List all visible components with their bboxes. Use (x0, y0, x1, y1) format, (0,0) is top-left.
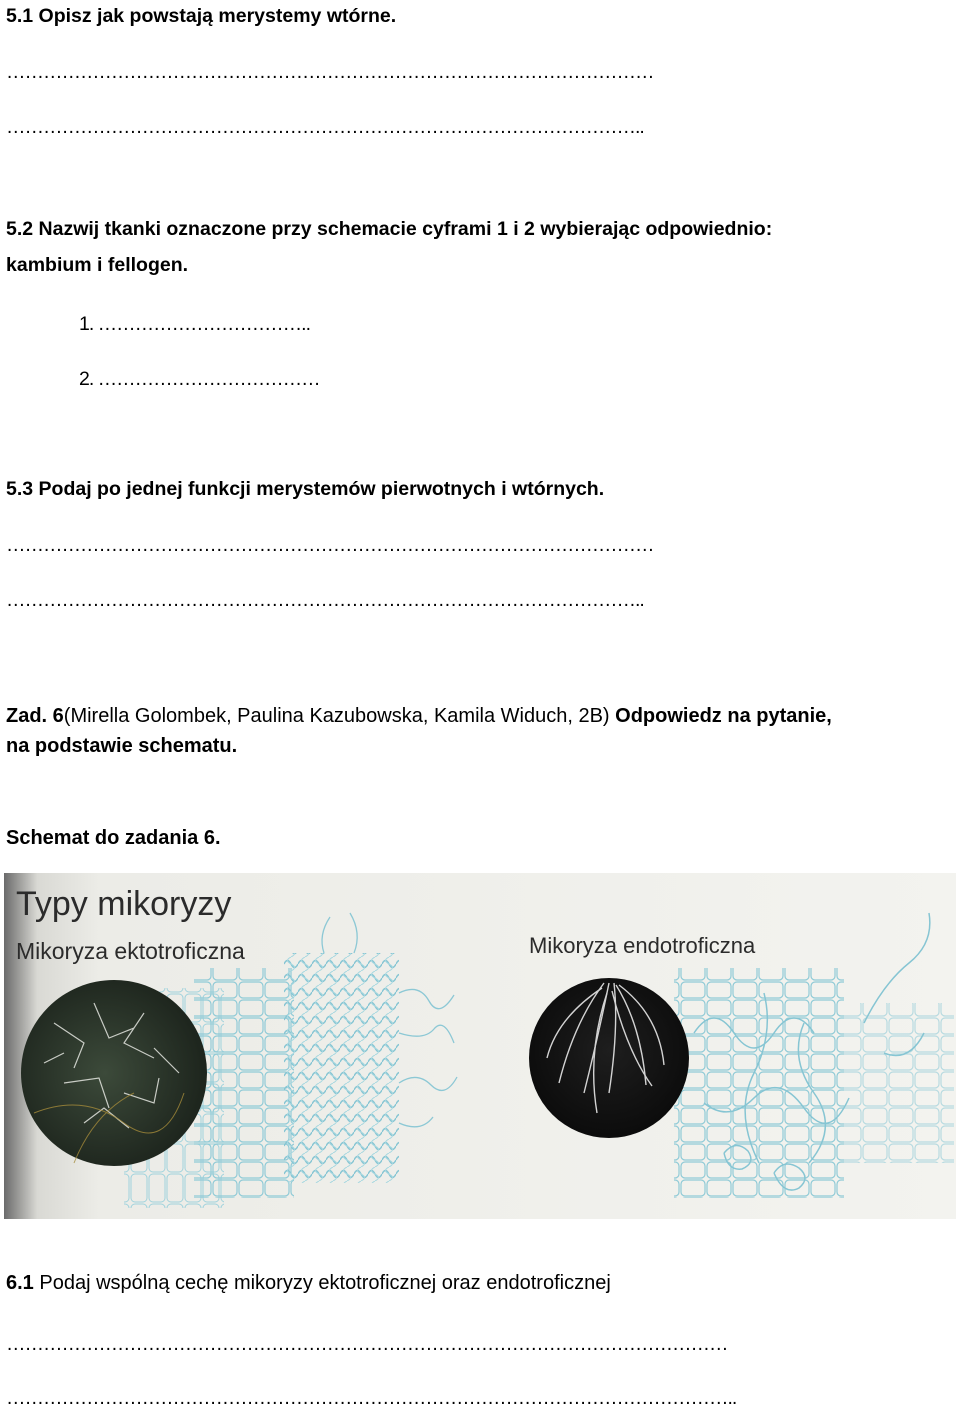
q61-text: Podaj wspólną cechę mikoryzy ektotroficznej oraz endotroficznej (33, 1272, 611, 1294)
q51-answer-line-2[interactable]: ………………………………………………………………………………………….. (6, 116, 644, 138)
zad6-authors: (Mirella Golombek, Paulina Kazubowska, Kamila Widuch, 2B) (63, 705, 610, 727)
zad6-instruction: Odpowiedz na pytanie, (609, 705, 832, 727)
ecto-cortex-cells (194, 968, 294, 1198)
zad6-label: Zad. 6 (6, 705, 64, 727)
q61-number: 6.1 (6, 1272, 34, 1294)
endo-outer-cells (844, 1003, 954, 1163)
q51-answer-line-1[interactable]: …………………………………………………………………………………………… (6, 61, 654, 83)
q52-title-line-2: kambium i fellogen. (6, 254, 189, 276)
endo-cortex-cells (674, 968, 844, 1198)
q52-title-line-1: 5.2 Nazwij tkanki oznaczone przy schemacie cyframi 1 i 2 wybierając odpowiednio: (6, 218, 773, 240)
endo-label: Mikoryza endotroficzna (529, 933, 756, 958)
q53-answer-line-1[interactable]: …………………………………………………………………………………………… (6, 534, 654, 556)
mycorrhiza-figure (4, 873, 956, 1219)
q51-title: 5.1 Opisz jak powstają merystemy wtórne. (6, 5, 397, 27)
q52-answer-2[interactable]: 2. ……………………………… (79, 368, 320, 390)
zad6-heading (6, 704, 832, 728)
figure-title: Typy mikoryzy (16, 885, 232, 923)
zad6-schemat-label: Schemat do zadania 6. (6, 827, 221, 849)
q61-answer-line-1[interactable]: ……………………………………………………………………………………………………… (6, 1333, 728, 1355)
zad6-instruction-line-2: na podstawie schematu. (6, 735, 238, 757)
q52-answer-1[interactable]: 1. …………………………….. (79, 313, 311, 335)
endo-photo-circle (529, 978, 689, 1138)
q53-answer-line-2[interactable]: ………………………………………………………………………………………….. (6, 589, 644, 611)
ecto-label: Mikoryza ektotroficzna (16, 938, 245, 964)
q61-answer-line-2[interactable]: ……………………………………………………………………………………………………….. (6, 1387, 737, 1409)
q61-title (6, 1271, 611, 1295)
ecto-hyphal-mantle (284, 953, 399, 1183)
q53-title: 5.3 Podaj po jednej funkcji merystemów pierwotnych i wtórnych. (6, 478, 605, 500)
ecto-photo-circle (21, 980, 207, 1166)
